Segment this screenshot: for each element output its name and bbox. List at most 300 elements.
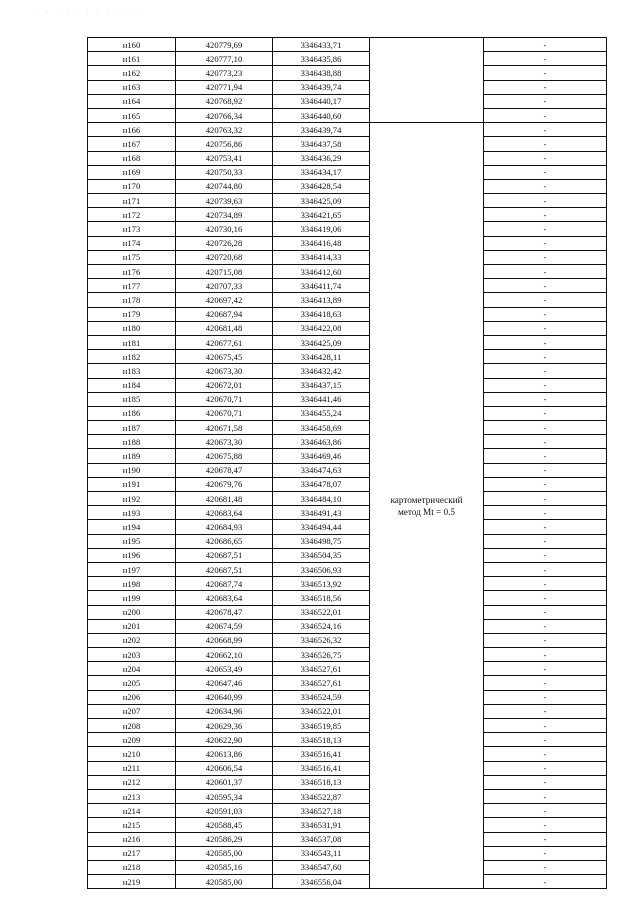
value-cell: - [484,108,607,122]
point-name-cell: н169 [88,165,176,179]
y-coordinate-cell: 3346440,60 [273,108,370,122]
y-coordinate-cell: 3346518,56 [273,591,370,605]
value-cell: - [484,279,607,293]
value-cell: - [484,378,607,392]
value-cell: - [484,165,607,179]
point-name-cell: н160 [88,38,176,52]
value-cell: - [484,350,607,364]
y-coordinate-cell: 3346504,35 [273,548,370,562]
point-name-cell: н177 [88,279,176,293]
point-name-cell: н216 [88,832,176,846]
y-coordinate-cell: 3346527,61 [273,662,370,676]
y-coordinate-cell: 3346413,89 [273,293,370,307]
table-row [88,846,607,860]
table-row [88,151,607,165]
point-name-cell: н190 [88,463,176,477]
x-coordinate-cell: 420647,46 [176,676,273,690]
y-coordinate-cell: 3346527,61 [273,676,370,690]
table-row [88,492,607,506]
table-row [88,364,607,378]
y-coordinate-cell: 3346526,75 [273,648,370,662]
table-row [88,321,607,335]
x-coordinate-cell: 420697,42 [176,293,273,307]
value-cell: - [484,492,607,506]
y-coordinate-cell: 3346537,08 [273,832,370,846]
x-coordinate-cell: 420687,94 [176,307,273,321]
table-row [88,108,607,122]
point-name-cell: н182 [88,350,176,364]
point-name-cell: н172 [88,208,176,222]
point-name-cell: н183 [88,364,176,378]
x-coordinate-cell: 420681,48 [176,321,273,335]
point-name-cell: н209 [88,733,176,747]
y-coordinate-cell: 3346494,44 [273,520,370,534]
value-cell: - [484,38,607,52]
value-cell: - [484,293,607,307]
value-cell: - [484,80,607,94]
x-coordinate-cell: 420753,41 [176,151,273,165]
y-coordinate-cell: 3346418,63 [273,307,370,321]
point-name-cell: н167 [88,137,176,151]
value-cell: - [484,832,607,846]
x-coordinate-cell: 420715,08 [176,265,273,279]
value-cell: - [484,463,607,477]
point-name-cell: н203 [88,648,176,662]
table-row [88,265,607,279]
table-row [88,520,607,534]
value-cell: - [484,619,607,633]
value-cell: - [484,648,607,662]
point-name-cell: н205 [88,676,176,690]
method-cell [370,123,484,889]
point-name-cell: н181 [88,335,176,349]
x-coordinate-cell: 420683,64 [176,591,273,605]
x-coordinate-cell: 420771,94 [176,80,273,94]
x-coordinate-cell: 420679,76 [176,477,273,491]
point-name-cell: н184 [88,378,176,392]
value-cell: - [484,94,607,108]
value-cell: - [484,605,607,619]
x-coordinate-cell: 420766,34 [176,108,273,122]
y-coordinate-cell: 3346416,48 [273,236,370,250]
table-row [88,279,607,293]
table-row [88,789,607,803]
table-row [88,804,607,818]
y-coordinate-cell: 3346433,71 [273,38,370,52]
y-coordinate-cell: 3346421,65 [273,208,370,222]
point-name-cell: н201 [88,619,176,633]
point-name-cell: н219 [88,875,176,889]
table-row [88,818,607,832]
value-cell: - [484,208,607,222]
point-name-cell: н179 [88,307,176,321]
point-name-cell: н185 [88,392,176,406]
y-coordinate-cell: 3346419,06 [273,222,370,236]
y-coordinate-cell: 3346437,15 [273,378,370,392]
table-row [88,52,607,66]
table-row [88,66,607,80]
value-cell: - [484,562,607,576]
x-coordinate-cell: 420678,47 [176,463,273,477]
y-coordinate-cell: 3346474,63 [273,463,370,477]
point-name-cell: н161 [88,52,176,66]
x-coordinate-cell: 420687,74 [176,577,273,591]
table-row [88,719,607,733]
value-cell: - [484,477,607,491]
y-coordinate-cell: 3346526,32 [273,633,370,647]
table-row [88,94,607,108]
x-coordinate-cell: 420601,37 [176,775,273,789]
x-coordinate-cell: 420750,33 [176,165,273,179]
table-row [88,137,607,151]
value-cell: - [484,335,607,349]
table-row [88,236,607,250]
value-cell: - [484,534,607,548]
value-cell: - [484,690,607,704]
value-cell: - [484,719,607,733]
table-row [88,335,607,349]
point-name-cell: н202 [88,633,176,647]
x-coordinate-cell: 420779,69 [176,38,273,52]
point-name-cell: н189 [88,449,176,463]
value-cell: - [484,250,607,264]
table-row [88,832,607,846]
value-cell: - [484,860,607,874]
table-row [88,307,607,321]
value-cell: - [484,846,607,860]
value-cell: - [484,662,607,676]
value-cell: - [484,591,607,605]
y-coordinate-cell: 3346432,42 [273,364,370,378]
x-coordinate-cell: 420739,63 [176,194,273,208]
table-row [88,449,607,463]
y-coordinate-cell: 3346518,13 [273,775,370,789]
x-coordinate-cell: 420673,30 [176,435,273,449]
point-name-cell: н193 [88,506,176,520]
point-name-cell: н197 [88,562,176,576]
table-row [88,38,607,52]
header-fragment: · · · · · · · · · · · [36,8,143,16]
y-coordinate-cell: 3346412,60 [273,265,370,279]
x-coordinate-cell: 420675,88 [176,449,273,463]
value-cell: - [484,222,607,236]
point-name-cell: н212 [88,775,176,789]
method-line-1: картометрический [390,494,463,505]
point-name-cell: н186 [88,406,176,420]
y-coordinate-cell: 3346463,86 [273,435,370,449]
y-coordinate-cell: 3346411,74 [273,279,370,293]
x-coordinate-cell: 420744,80 [176,179,273,193]
value-cell: - [484,747,607,761]
value-cell: - [484,733,607,747]
x-coordinate-cell: 420588,45 [176,818,273,832]
y-coordinate-cell: 3346513,92 [273,577,370,591]
x-coordinate-cell: 420707,33 [176,279,273,293]
value-cell: - [484,818,607,832]
x-coordinate-cell: 420595,34 [176,789,273,803]
point-name-cell: н187 [88,421,176,435]
table-row [88,747,607,761]
coordinates-table-body [88,38,607,889]
value-cell: - [484,761,607,775]
y-coordinate-cell: 3346543,11 [273,846,370,860]
x-coordinate-cell: 420687,51 [176,548,273,562]
method-line-2: метод Mt = 0.5 [397,506,456,517]
value-cell: - [484,421,607,435]
y-coordinate-cell: 3346439,74 [273,123,370,137]
y-coordinate-cell: 3346435,86 [273,52,370,66]
y-coordinate-cell: 3346439,74 [273,80,370,94]
value-cell: - [484,875,607,889]
x-coordinate-cell: 420730,16 [176,222,273,236]
value-cell: - [484,406,607,420]
table-row [88,704,607,718]
table-row [88,463,607,477]
x-coordinate-cell: 420634,96 [176,704,273,718]
x-coordinate-cell: 420662,10 [176,648,273,662]
table-row [88,378,607,392]
x-coordinate-cell: 420777,10 [176,52,273,66]
value-cell: - [484,435,607,449]
table-row [88,194,607,208]
value-cell: - [484,307,607,321]
y-coordinate-cell: 3346518,13 [273,733,370,747]
table-row [88,293,607,307]
value-cell: - [484,633,607,647]
point-name-cell: н204 [88,662,176,676]
x-coordinate-cell: 420629,36 [176,719,273,733]
point-name-cell: н194 [88,520,176,534]
table-row [88,250,607,264]
x-coordinate-cell: 420684,93 [176,520,273,534]
y-coordinate-cell: 3346469,46 [273,449,370,463]
point-name-cell: н214 [88,804,176,818]
table-row [88,392,607,406]
point-name-cell: н170 [88,179,176,193]
point-name-cell: н207 [88,704,176,718]
value-cell: - [484,151,607,165]
y-coordinate-cell: 3346516,41 [273,747,370,761]
x-coordinate-cell: 420686,65 [176,534,273,548]
y-coordinate-cell: 3346425,09 [273,335,370,349]
point-name-cell: н171 [88,194,176,208]
table-row [88,506,607,520]
table-row [88,350,607,364]
y-coordinate-cell: 3346440,17 [273,94,370,108]
value-cell: - [484,123,607,137]
value-cell: - [484,194,607,208]
value-cell: - [484,520,607,534]
y-coordinate-cell: 3346547,60 [273,860,370,874]
point-name-cell: н191 [88,477,176,491]
table-row [88,775,607,789]
point-name-cell: н198 [88,577,176,591]
x-coordinate-cell: 420586,29 [176,832,273,846]
value-cell: - [484,179,607,193]
y-coordinate-cell: 3346436,29 [273,151,370,165]
x-coordinate-cell: 420672,01 [176,378,273,392]
y-coordinate-cell: 3346522,87 [273,789,370,803]
y-coordinate-cell: 3346524,59 [273,690,370,704]
point-name-cell: н175 [88,250,176,264]
x-coordinate-cell: 420675,45 [176,350,273,364]
point-name-cell: н180 [88,321,176,335]
y-coordinate-cell: 3346422,08 [273,321,370,335]
value-cell: - [484,392,607,406]
point-name-cell: н215 [88,818,176,832]
y-coordinate-cell: 3346484,10 [273,492,370,506]
y-coordinate-cell: 3346441,46 [273,392,370,406]
table-row [88,633,607,647]
x-coordinate-cell: 420653,49 [176,662,273,676]
point-name-cell: н173 [88,222,176,236]
x-coordinate-cell: 420622,90 [176,733,273,747]
table-row [88,860,607,874]
point-name-cell: н165 [88,108,176,122]
y-coordinate-cell: 3346527,18 [273,804,370,818]
table-row [88,577,607,591]
table-row [88,619,607,633]
table-row [88,662,607,676]
y-coordinate-cell: 3346438,88 [273,66,370,80]
y-coordinate-cell: 3346531,91 [273,818,370,832]
value-cell: - [484,548,607,562]
x-coordinate-cell: 420640,99 [176,690,273,704]
point-name-cell: н218 [88,860,176,874]
value-cell: - [484,52,607,66]
value-cell: - [484,577,607,591]
value-cell: - [484,804,607,818]
table-row [88,676,607,690]
table-row [88,648,607,662]
y-coordinate-cell: 3346428,11 [273,350,370,364]
y-coordinate-cell: 3346437,58 [273,137,370,151]
point-name-cell: н217 [88,846,176,860]
x-coordinate-cell: 420585,16 [176,860,273,874]
y-coordinate-cell: 3346478,07 [273,477,370,491]
value-cell: - [484,449,607,463]
coordinates-table [87,37,607,889]
point-name-cell: н164 [88,94,176,108]
x-coordinate-cell: 420668,99 [176,633,273,647]
table-row [88,80,607,94]
value-cell: - [484,676,607,690]
table-row [88,435,607,449]
value-cell: - [484,321,607,335]
y-coordinate-cell: 3346428,54 [273,179,370,193]
table-row [88,208,607,222]
point-name-cell: н168 [88,151,176,165]
x-coordinate-cell: 420613,86 [176,747,273,761]
table-row [88,406,607,420]
point-name-cell: н166 [88,123,176,137]
x-coordinate-cell: 420726,28 [176,236,273,250]
x-coordinate-cell: 420734,89 [176,208,273,222]
x-coordinate-cell: 420673,30 [176,364,273,378]
point-name-cell: н199 [88,591,176,605]
x-coordinate-cell: 420606,54 [176,761,273,775]
value-cell: - [484,236,607,250]
point-name-cell: н176 [88,265,176,279]
point-name-cell: н206 [88,690,176,704]
y-coordinate-cell: 3346455,24 [273,406,370,420]
y-coordinate-cell: 3346458,69 [273,421,370,435]
x-coordinate-cell: 420773,23 [176,66,273,80]
x-coordinate-cell: 420674,59 [176,619,273,633]
x-coordinate-cell: 420677,61 [176,335,273,349]
point-name-cell: н195 [88,534,176,548]
point-name-cell: н178 [88,293,176,307]
table-row [88,179,607,193]
y-coordinate-cell: 3346519,85 [273,719,370,733]
table-row [88,690,607,704]
point-name-cell: н162 [88,66,176,80]
value-cell: - [484,137,607,151]
value-cell: - [484,775,607,789]
y-coordinate-cell: 3346434,17 [273,165,370,179]
point-name-cell: н174 [88,236,176,250]
x-coordinate-cell: 420681,48 [176,492,273,506]
point-name-cell: н188 [88,435,176,449]
table-row [88,591,607,605]
point-name-cell: н210 [88,747,176,761]
table-row [88,123,607,137]
x-coordinate-cell: 420683,64 [176,506,273,520]
y-coordinate-cell: 3346414,33 [273,250,370,264]
y-coordinate-cell: 3346522,01 [273,704,370,718]
x-coordinate-cell: 420768,92 [176,94,273,108]
table-row [88,562,607,576]
x-coordinate-cell: 420585,00 [176,875,273,889]
point-name-cell: н163 [88,80,176,94]
y-coordinate-cell: 3346522,01 [273,605,370,619]
value-cell: - [484,66,607,80]
y-coordinate-cell: 3346506,93 [273,562,370,576]
table-row [88,875,607,889]
value-cell: - [484,265,607,279]
point-name-cell: н208 [88,719,176,733]
method-cell-top [370,38,484,123]
table-row [88,605,607,619]
table-row [88,477,607,491]
x-coordinate-cell: 420687,51 [176,562,273,576]
y-coordinate-cell: 3346516,41 [273,761,370,775]
point-name-cell: н200 [88,605,176,619]
point-name-cell: н196 [88,548,176,562]
y-coordinate-cell: 3346491,43 [273,506,370,520]
table-row [88,548,607,562]
value-cell: - [484,506,607,520]
y-coordinate-cell: 3346498,75 [273,534,370,548]
table-row [88,421,607,435]
x-coordinate-cell: 420670,71 [176,406,273,420]
y-coordinate-cell: 3346524,16 [273,619,370,633]
point-name-cell: н211 [88,761,176,775]
value-cell: - [484,789,607,803]
table-row [88,165,607,179]
x-coordinate-cell: 420670,71 [176,392,273,406]
table-row [88,534,607,548]
x-coordinate-cell: 420756,86 [176,137,273,151]
table-row [88,733,607,747]
x-coordinate-cell: 420671,58 [176,421,273,435]
y-coordinate-cell: 3346425,09 [273,194,370,208]
x-coordinate-cell: 420678,47 [176,605,273,619]
point-name-cell: н213 [88,789,176,803]
value-cell: - [484,704,607,718]
x-coordinate-cell: 420720,68 [176,250,273,264]
value-cell: - [484,364,607,378]
